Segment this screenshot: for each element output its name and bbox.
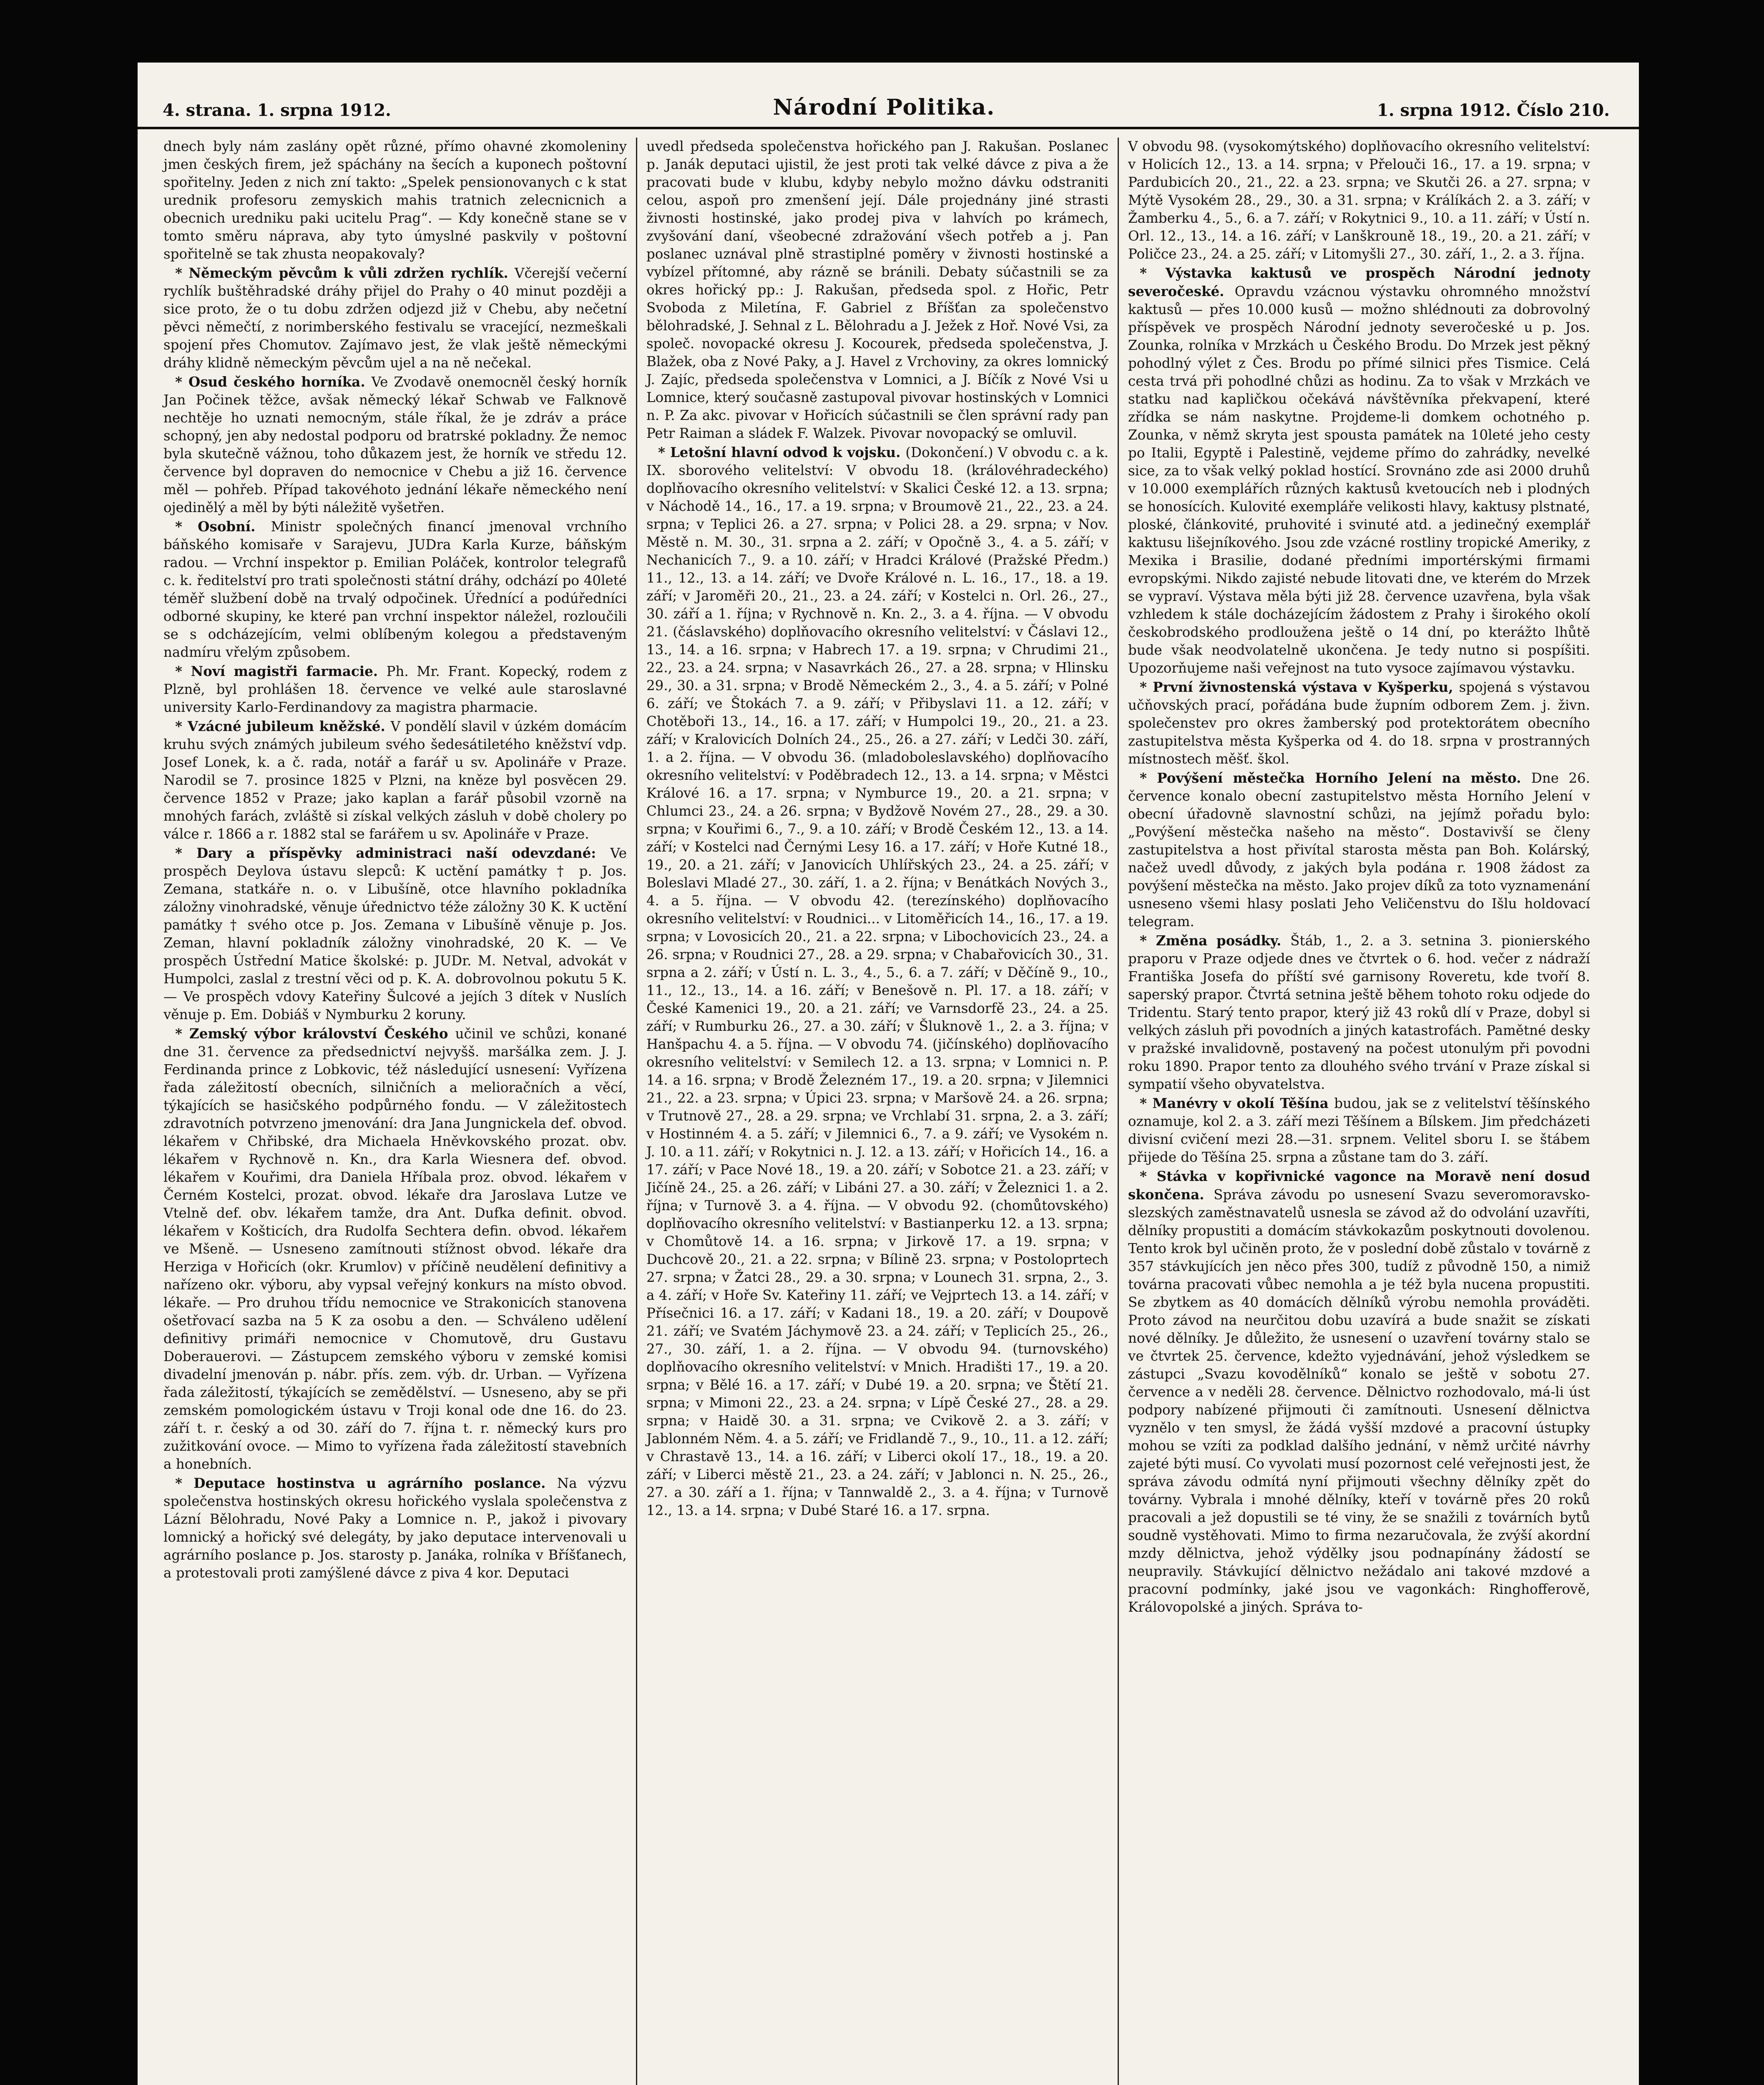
article-text: (Dokončení.) V obvodu c. a k. IX. sborového velitelství: V obvodu 18. (královéhradeckého) doplňovacího okresního velitelství: v Skalici České 12. a 13. srpna; v Náchodě 14., 16., 17. a 19. srpna; v Broumově 21., 22., 23. a 24. srpna; v Teplici 26. a 27. srpna; v Polici 28. a 29. srpna; v Nov. Městě n. M. 30., 31. srpna a 2. září; v Opočně 3., 4. a 5. září; v Nechanicích 7., 9. a 10. září; v Hradci Králové (Pražské Předm.) 11., 12., 13. a 14. září; ve Dvoře Králové n. L. 16., 17., 18. a 19. září; v Jaroměři 20., 21., 23. a 24. září; v Kostelci n. Orl. 26., 27., 30. září a 1. října; v Rychnově n. Kn. 2., 3. a 4. října. — V obvodu 21. (čáslavského) doplňovacího okresního velitelství: v Čáslavi 12., 13., 14. a 16. srpna; v Habrech 17. a 19. srpna; v Chrudimi 21., 22., 23. a 24. srpna; v Nasavrkách 26., 27. a 28. srpna; v Hlinsku 29., 30. a 31. srpna; v Brodě Německém 2., 3., 4. a 5. září; v Polné 6. září; ve Štokách 7. a 9. září; v Přibyslavi 11. a 12. září; v Chotěboři 13., 14., 16. a 17. září; v Humpolci 19., 20., 21. a 23. září; v Kralovicích Dolních 24., 25., 26. a 27. září; v Ledči 30. září, 1. a 2. října. — V obvodu 36. (mladoboleslavského) doplňovacího okresního velitelství: v Poděbradech 12., 13. a 14. srpna; v Městci Králové 16. a 17. srpna; v Nymburce 19., 20. a 21. srpna; v Chlumci 23., 24. a 26. srpna; v Bydžově Novém 27., 28., 29. a 30. srpna; v Kouřimi 6., 7., 9. a 10. září; v Brodě Českém 12., 13. a 14. září; v Kostelci nad Černými Lesy 16. a 17. září; v Hoře Kutné 18., 19., 20. a 21. září; v Janovicích Uhlířských 23., 24. a 25. září; v Boleslavi Mladé 27., 30. září, 1. a 2. října; v Benátkách Nových 3., 4. a 5. října. — V obvodu 42. (terezínského) doplňovacího okresního velitelství: v Roudnici... v Litoměřicích 14., 16., 17. a 19. srpna; v Lovosicích 20., 21. a 22. srpna; v Libochovicích 23., 24. a 26. srpna; v Roudnici 27., 28. a 29. srpna; v Chabařovicích 30., 31. srpna a 2. září; v Ústí n. L. 3., 4., 5., 6. a 7. září; v Děčíně 9., 10., 11., 12., 13., 14. a 16. září; v Benešově n. Pl. 17. a 18. září; v České Kamenici 19., 20. a 21. září; ve Varnsdorfě 23., 24. a 25. září; v Rumburku 26., 27. a 30. září; v Šluknově 1., 2. a 3. října; v Hanšpachu 4. a 5. října. — V obvodu 74. (jičínského) doplňovacího okresního velitelství: v Semilech 12. a 13. srpna; v Lomnici n. P. 14. a 16. srpna; v Brodě Železném 17., 19. a 20. srpna; v Jilemnici 21., 22. a 23. srpna; v Úpici 23. srpna; v Maršově 24. a 26. srpna; v Trutnově 27., 28. a 29. srpna; ve Vrchlabí 31. srpna, 2. a 3. září; v Hostinném 4. a 5. září; v Jilemnici 6., 7. a 9. září; ve Vysokém n. J. 10. a 11. září; v Rokytnici n. J. 12. a 13. září; v Hořicích 14., 16. a 17. září; v Pace Nové 18., 19. a 20. září; v Sobotce 21. a 23. září; v Jičíně 24., 25. a 26. září; v Libáni 27. a 30. září; v Železnici 1. a 2. října; v Turnově 3. a 4. října. — V obvodu 92. (chomůtovského) doplňovacího okresního velitelství: v Bastianperku 12. a 13. srpna; v Chomůtově 14. a 16. srpna; v Jirkově 17. a 19. srpna; v Duchcově 20., 21. a 22. srpna; v Bílině 23. srpna; v Postoloprtech 27. srpna; v Žatci 28., 29. a 30. srpna; v Lounech 31. srpna, 2., 3. a 4. září; v Hoře Sv. Kateřiny 11. září; ve Vejprtech 13. a 14. září; v Přísečnici 16. a 17. září; v Kadani 18., 19. a 20. září; v Doupově 21. září; ve Svatém Jáchymově 23. a 24. září; v Teplicích 25., 26., 27., 30. září, 1. a 2. října. — V obvodu 94. (turnovského) doplňovacího okresního velitelství: v Mnich. Hradišti 17., 19. a 20. srpna; v Bělé 16. a 17. září; v Dubé 19. a 20. srpna; ve Štětí 21. srpna; v Mimoni 22., 23. a 24. srpna; v Lípě České 27., 28. a 29. srpna; v Haidě 30. a 31. srpna; ve Cvikově 2. a 3. září; v Jablonném Něm. 4. a 5. září; ve Fridlandě 7., 9., 10., 11. a 12. září; v Chrastavě 13., 14. a 16. září; v Liberci okolí 17., 18., 19. a 20. září; v Liberci městě 21., 23. a 24. září; v Jablonci n. N. 25., 26., 27. a 30. září a 1. října; v Tannwaldě 2., 3. a 4. října; v Turnově 12., 13. a 14. srpna; v Dubé Staré 16. a 17. srpna. <box>646 445 1108 1518</box>
article-headline: * Výstavka kaktusů ve prospěch Národní jednoty severočeské. <box>1128 265 1590 299</box>
article-headline: * Povýšení městečka Horního Jelení na město. <box>1140 770 1531 786</box>
article-headline: * Německým pěvcům k vůli zdržen rychlík. <box>175 265 515 281</box>
article-text: V obvodu 98. (vysokomýtského) doplňovacího okresního velitelství: v Holicích 12., 13. a 14. srpna; v Přelouči 16., 17. a 19. srpna; v Pardubicích 20., 21., 22. a 23. srpna; ve Skutči 26. a 27. srpna; v Mýtě Vysokém 28., 29., 30. a 31. srpna; v Králíkách 2. a 3. září; v Žamberku 4., 5., 6. a 7. září; v Rokytnici 9., 10. a 11. září; v Ústí n. Orl. 12., 13., 14. a 16. září; v Lanškrouně 18., 19., 20. a 21. září; v Poličce 23., 24. a 25. září; v Litomyšli 27., 30. září, 1., 2. a 3. října. <box>1128 138 1590 262</box>
article-text: Ministr společných financí jmenoval vrchního báňského komisaře v Sarajevu, JUDra Karla Kurze, báňským radou. — Vrchní inspektor p. Emilian Poláček, kontrolor telegrafů c. k. ředitelství pro trati společnosti státní dráhy, odchází po 40leté téměř službení době na trvalý odpočinek. Úřednící a podúředníci odborné skupiny, ke které pan vrchní inspektor náležel, rozloučili se s odcházejícím, velmi oblíbeným kolegou a představeným nadmíru vřelým způsobem. <box>163 519 627 660</box>
article-paragraph <box>163 373 627 517</box>
article-headline: * Osud českého horníka. <box>175 374 372 390</box>
article-paragraph <box>163 1025 627 1473</box>
article-headline: * Osobní. <box>175 518 271 535</box>
article-text: Správa závodu po usnesení Svazu severomoravsko-slezských zaměstnavatelů usnesla se závod až do odvolání uzavříti, dělníky propustiti a domácím stávkokazům poskytnouti dovolenou. Tento krok byl učiněn proto, že v poslední době zůstalo v továrně z 357 stávkujících jen něco přes 300, tudíž z původně 150, a nimiž továrna pracovati vůbec nemohla a je též byla nucena propustiti. Se zbytkem as 40 domácích dělníků výrobu nemohla prováděti. Proto závod na neurčitou dobu uzavírá a bude snažit se získati nové dělníky. Je důležito, že usnesení o uzavření továrny stalo se ve čtvrtek 25. července, kdežto vyjednávání, jehož výsledkem se zástupci „Svazu kovodělníků“ konalo se ještě v sobotu 27. července a v neděli 28. července. Dělnictvo rozhodovalo, má-li úst podpory nabízené přijmouti či zamítnouti. Usnesení dělnictva vyznělo v ten smysl, že žádá vyšší mzdové a pracovní ústupky mohou se vzíti za podklad dalšího jednání, v němž určité návrhy zajeté býti musí. Co vyvolati musí pozornost celé veřejnosti jest, že správa závodu odmítá nyní přijmouti všechny dělníky zpět do továrny. Vybrala i mnohé dělníky, kteří v továrně přes 20 roků pracovali a jež dopustili se té viny, že se snažili z továrních bytů soudně vystěhovati. Mimo to firma nezaručovala, že zvýší akordní mzdy dělnictva, jehož výdělky jsou podnapínány žádostí se neupravily. Stávkující dělnictvo nežádalo ani takové mzdové a pracovní podmínky, jaké jsou ve vagonkách: Ringhofferově, Královopolské a jiných. Správa to- <box>1128 1187 1590 1615</box>
page-header <box>138 63 1639 129</box>
article-paragraph <box>646 138 1108 442</box>
article-headline: * Manévry v okolí Těšína <box>1140 1095 1334 1111</box>
header-issue-number: 1. srpna 1912. Číslo 210. <box>1377 100 1610 120</box>
article-paragraph <box>163 517 627 661</box>
article-paragraph <box>163 717 627 843</box>
article-paragraph <box>1128 138 1590 263</box>
article-headline: * První živnostenská výstava v Kyšperku, <box>1140 679 1459 695</box>
article-text: Ve Zvodavě onemocněl český horník Jan Počinek těžce, avšak německý lékař Schwab ve Falknově nechtěje ho uznati nemocným, stále říkal, že je zdráv a práce schopný, jen aby nedostal podporu od bratrské pokladny. Že nemoc byla skutečně vážnou, toho důkazem jest, že horník ve středu 12. července byl dopraven do nemocnice v Chebu a již 16. července měl — pohřeb. Případ takovéhoto jednání lékaře německého není ojedinělý a měl by býti náležitě vyšetřen. <box>163 374 627 515</box>
article-paragraph <box>1128 769 1590 931</box>
newspaper-page <box>138 63 1639 2085</box>
article-text: dnech byly nám zaslány opět různé, přímo ohavné zkomoleniny jmen českých firem, jež spáchány na šecích a kuponech poštovní spořitelny. Jeden z nich zní takto: „Spelek pensionovanych c k stat urednik profesoru zemyskich mahis tratnich zelecnicnich a obecnich uredniku paki ucitelu Prag“. — Kdy konečně stane se v tomto směru náprava, aby tyto úmyslné paskvily v poštovní spořitelně se tak zhusta neopakovaly? <box>163 138 627 262</box>
article-paragraph <box>646 443 1108 1520</box>
article-text: Ph. Mr. Frant. Kopecký, rodem z Plzně, byl prohlášen 18. července ve velké aule staroslavné university Karlo-Ferdinandovy za magistra pharmacie. <box>163 663 627 715</box>
article-paragraph <box>163 264 627 372</box>
article-paragraph <box>163 138 627 263</box>
article-headline: * Změna posádky. <box>1140 932 1291 949</box>
article-paragraph <box>163 662 627 716</box>
article-headline: * Stávka v kopřivnické vagonce na Moravě není dosud skončena. <box>1128 1168 1590 1203</box>
column-3 <box>1118 138 1599 2085</box>
article-paragraph <box>1128 1167 1590 1616</box>
article-paragraph <box>1128 678 1590 768</box>
article-headline: * Vzácné jubileum kněžské. <box>175 718 391 734</box>
article-headline: * Deputace hostinstva u agrárního poslance. <box>175 1475 557 1491</box>
masthead-title: Národní Politika. <box>773 95 995 120</box>
article-paragraph <box>1128 264 1590 677</box>
article-headline: * Noví magistři farmacie. <box>175 663 387 679</box>
article-text: Štáb, 1., 2. a 3. setnina 3. pionierského praporu v Praze odjede dnes ve čtvrtek o 6. hod. večer z nádraží Františka Josefa do příští své garnisony Roveretu, kde tvoří 8. saperský prapor. Čtvrtá setnina ještě během tohoto roku odjede do Tridentu. Starý tento prapor, který již 43 roků dlí v Praze, dobyl si velkých zásluh při povodních a jiných katastrofách. Pamětné desky v pražské invalidovně, postavený na počest utonulým při povodni roku 1890. Prapor tento za dlouhého svého trvání v Praze získal si sympatií všeho obyvatelstva. <box>1128 933 1590 1092</box>
article-text: Na výzvu společenstva hostinských okresu hořického vyslala společenstva z Lázní Bělohradu, Nové Paky a Lomnice n. P., jakož i pivovary lomnický a hořický své delegáty, by jako deputace intervenovali u agrárního poslance p. Jos. starosty p. Janáka, rolníka v Bříšťanech, a protestovali proti zamýšlené dávce z piva 4 kor. Deputaci <box>163 1475 627 1581</box>
article-columns <box>154 138 1622 2085</box>
article-text: Opravdu vzácnou výstavku ohromného množství kaktusů — přes 10.000 kusů — možno shlédnouti za dobrovolný příspěvek ve prospěch Národní jednoty severočeské u p. Jos. Zounka, rolníka v Mrzkách u Českého Brodu. Do Mrzek jest pěkný pohodlný výlet z Čes. Brodu po přímé silnici přes Tismice. Celá cesta trvá při pohodlné chůzi as hodinu. Za to však v Mrzkách ve statku nad kapličkou očekává návštěvníka překvapení, které zřídka se nám naskytne. Projdeme-li domkem ochotného p. Zounka, v němž skryta jest spousta památek na 10leté jeho cesty po Italii, Egyptě i Palestině, vejdeme přímo do zahrádky, nevelké sice, za to však velký poklad hostící. Srovnáno zde asi 2000 druhů v 10.000 exemplářích různých kaktusů kvetoucích neb i plodných se honosících. Kulovité exempláře velikosti hlavy, kaktusy plstnaté, ploské, článkovité, pruhovité i svinuté atd. a jedinečný exemplář kaktusu lišejníkového. Jsou zde vzácné rostliny tropické Ameriky, z Mexika i Brasilie, dodané předními importérskými firmami evropskými. Nikdo zajisté nebude litovati dne, ve kterém do Mrzek se vypraví. Výstava měla býti již 28. července uzavřena, byla však vzhledem k stále docházejícím žádostem z Prahy i širokého okolí českobrodského prodloužena ještě o 14 dní, po kterážto lhůtě bude však neodvolatelně ukončena. Je tedy nutno si pospíšiti. Upozorňujeme naši veřejnost na tuto vysoce zajímavou výstavku. <box>1128 284 1590 676</box>
article-text: budou, jak se z velitelství těšínského oznamuje, kol 2. a 3. září mezi Těšínem a Bílskem. Jim předcházeti divisní cvičení mezi 28.—31. srpnem. Velitel sboru I. se štábem přijede do Těšína 25. srpna a zůstane tam do 3. září. <box>1128 1095 1591 1165</box>
article-text: spojená s výstavou učňovských prací, pořádána bude župním odborem Zem. j. živn. společenstev pro okres žamberský pod protektorátem obecního zastupitelstva města Kyšperka od 4. do 18. srpna v prostranných místnostech měšť. škol. <box>1128 679 1590 767</box>
column-1 <box>154 138 636 2085</box>
article-headline: * Dary a příspěvky administraci naší odevzdané: <box>175 845 611 861</box>
article-text: Ve prospěch Deylova ústavu slepců: K uctění památky † p. Jos. Zemana, statkáře n. o. v Libušíně, otce hlavního pokladníka záložny vinohradské, věnuje úřednictvo téže záložny 30 K. K uctění památky † svého otce p. Jos. Zemana v Libušíně věnuje p. Jos. Zeman, hlavní pokladník záložny vinohradské, 20 K. — Ve prospěch Ústřední Matice školské: p. JUDr. M. Netval, advokát v Humpolci, zaslal z trestní věci od p. K. A. dobrovolnou pokutu 5 K. — Ve prospěch vdovy Kateřiny Šulcové a jejích 3 dítek v Nuslích věnuje p. Em. Dobiáš v Nymburku 2 koruny. <box>163 845 627 1022</box>
column-2 <box>636 138 1118 2085</box>
article-text: učinil ve schůzi, konané dne 31. července za předsednictví nejvyšš. maršálka zem. J. J. Ferdinanda prince z Lobkovic, též následující usnesení: Vyřízena řada záležitostí obecních, silničních a melioračních a věcí, týkajících se hasičského podpůrného fondu. — V záležitostech zdravotních potvrzeno jmenování: dra Jana Jungnickela def. obvod. lékařem v Chřibské, dra Michaela Hněvkovského prozat. obv. lékařem v Rychnově n. Kn., dra Karla Wiesnera def. obvod. lékařem v Kouřimi, dra Daniela Hříbala proz. obvod. lékařem v Černém Kostelci, prozat. obvod. lékaře dra Jaroslava Lutze ve Vtelně def. obv. lékařem tamže, dra Ant. Dufka definit. obvod. lékařem v Košticích, dra Rudolfa Sechtera defin. obvod. lékařem ve Mšeně. — Usneseno zamítnouti stížnost obvod. lékaře dra Herziga v Hořicích (okr. Krumlov) v příčině neudělení definitivy a nařízeno okr. výboru, aby vypsal veřejný konkurs na místo obvod. lékaře. — Pro druhou třídu nemocnice ve Strakonicích stanovena ošetřovací sazba na 5 K za osobu a den. — Schváleno udělení definitivy primáři nemocnice v Chomutově, dru Gustavu Doberauerovi. — Zástupcem zemského výboru v zemské komisi divadelní jmenován p. nábr. přís. zem. výb. dr. Urban. — Vyřízena řada záležitostí, týkajících se zemědělství. — Usneseno, aby se při zemském pomologickém ústavu v Troji konal ode dne 16. do 23. září t. r. český a od 30. září do 7. října t. r. německý kurs pro zužitkování ovoce. — Mimo to vyřízena řada záležitostí stavebních a honebních. <box>163 1026 627 1472</box>
article-text: uvedl předseda společenstva hořického pan J. Rakušan. Poslanec p. Janák deputaci ujistil, že jest proti tak velké dávce z piva a že pracovati bude v klubu, kdyby nebylo možno dávku odstraniti celou, aspoň pro zmenšení její. Dále projednány jiné strasti živnosti hostinské, jako prodej piva v lahvích po krámech, zvyšování daní, všeobecné zdražování všech potřeb a j. Pan poslanec uznával plně strastiplné poměry v živnosti hostinské a vybízel přítomné, aby rázně se bránili. Debaty súčastnili se za okres hořický pp.: J. Rakušan, předseda spol. z Hořic, Petr Svoboda z Miletína, F. Gabriel z Bříšťan za společenstvo bělohradské, J. Sehnal z L. Bělohradu a J. Ježek z Hoř. Nové Vsi, za společ. novopacké okresu J. Kocourek, předseda společenstva, J. Blažek, oba z Nové Paky, a J. Havel z Vrchoviny, za okres lomnický J. Zajíc, předseda společenstva v Lomnici, a J. Bíčík z Nové Vsi u Lomnice, který současně zastupoval pivovar hostinských v Lomnici n. P. Za akc. pivovar v Hořicích súčastnili se člen správní rady pan Petr Raiman a sládek F. Walzek. Pivovar novopacký se omluvil. <box>646 138 1108 441</box>
header-page-date: 4. strana. 1. srpna 1912. <box>163 100 391 120</box>
article-headline: * Letošní hlavní odvod k vojsku. <box>658 444 906 460</box>
article-text: V pondělí slavil v úzkém domácím kruhu svých známých jubileum svého šedesátiletého kněžství vdp. Josef Lonek, k. a č. rada, notář a farář u sv. Apolináře v Praze. Narodil se 7. prosince 1825 v Plzni, na kněze byl posvěcen 29. července 1852 v Praze; jako kaplan a farář působil vzorně na mnohých farách, zvláště si získal velkých zásluh v době cholery po válce r. 1866 a r. 1882 stal se farářem u sv. Apolináře v Praze. <box>163 718 627 842</box>
article-text: Dne 26. července konalo obecní zastupitelstvo města Horního Jelení v obecní úřadovně slavnostní schůzi, na jejímž pořadu bylo: „Povýšení městečka našeho na město“. Dostavivší se členy zastupitelstva a host přivítal starosta města pan Boh. Kolárský, načež uvedl důvody, z jakých byla podána r. 1908 žádost za povýšení městečka na město. Jako projev díků za toto vyznamenání usneseno všemi hlasy poslati Jeho Veličenstvu do Išlu holdovací telegram. <box>1128 770 1591 929</box>
article-paragraph <box>163 1474 627 1582</box>
article-paragraph <box>163 844 627 1024</box>
article-paragraph <box>1128 932 1590 1093</box>
article-text: Včerejší večerní rychlík buštěhradské dráhy přijel do Prahy o 40 minut později a sice proto, že o tu dobu zdržen odjezd již v Chebu, aby nečetní pěvci němečtí, z norimberského festivalu se vracející, nezmeškali spojení přes Chomutov. Zajímavo jest, že vlak ještě německými dráhy klidně německým pěvcům ujel a na ně nečekal. <box>163 265 627 371</box>
article-headline: * Zemský výbor království Českého <box>175 1025 455 1042</box>
article-paragraph <box>1128 1094 1590 1166</box>
